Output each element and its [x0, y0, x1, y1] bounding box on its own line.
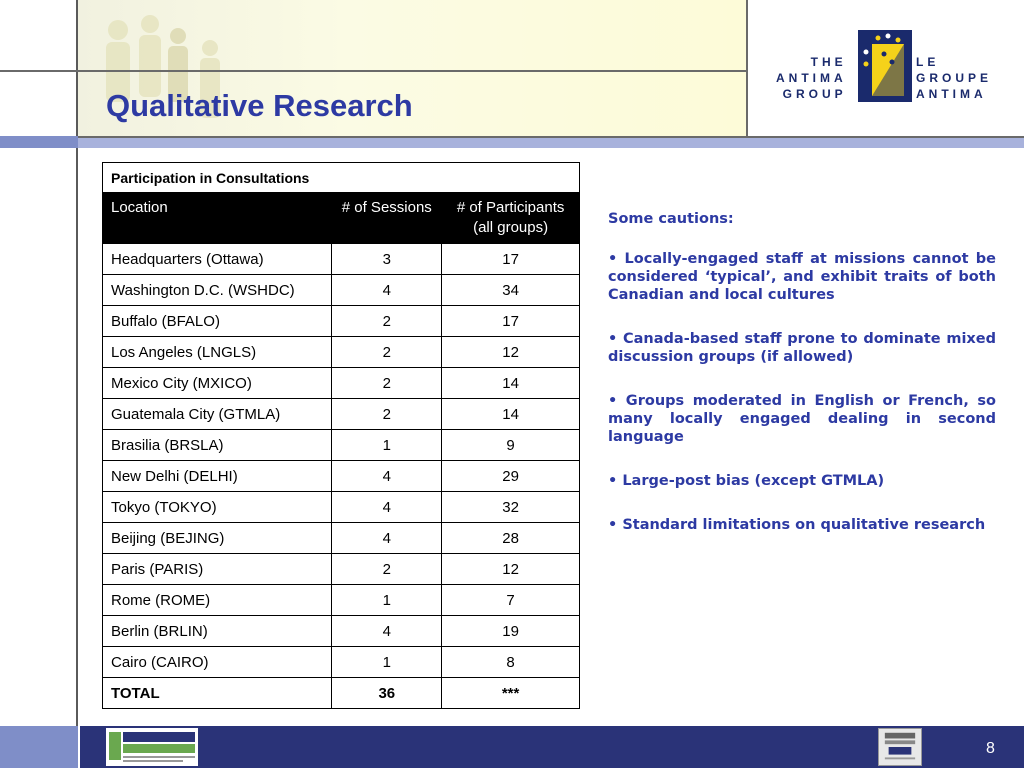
table-row — [103, 244, 580, 275]
cell-location: New Delhi (DELHI) — [103, 461, 332, 492]
caution-item: • Canada-based staff prone to dominate mixed discussion groups (if allowed) — [608, 331, 996, 365]
header-title-area — [78, 0, 748, 136]
cell-sessions: 4 — [332, 492, 442, 523]
cautions-panel — [608, 210, 996, 560]
mria-logo — [106, 728, 198, 766]
left-sidebar-strip — [0, 136, 78, 148]
cell-location: Headquarters (Ottawa) — [103, 244, 332, 275]
table-row — [103, 368, 580, 399]
cell-participants: 9 — [442, 430, 580, 461]
caution-item: • Large-post bias (except GTMLA) — [608, 473, 885, 489]
cell-location: Berlin (BRLIN) — [103, 616, 332, 647]
table-row — [103, 461, 580, 492]
table-row — [103, 337, 580, 368]
table-total-row — [103, 678, 580, 709]
page-number: 8 — [986, 740, 995, 757]
cell-location: Rome (ROME) — [103, 585, 332, 616]
cell-participants: 17 — [442, 306, 580, 337]
cautions-heading: Some cautions: — [608, 211, 734, 227]
cell-participants: 34 — [442, 275, 580, 306]
table-row — [103, 523, 580, 554]
cell-sessions: 2 — [332, 306, 442, 337]
cell-sessions: 2 — [332, 399, 442, 430]
column-header-sessions: # of Sessions — [332, 193, 442, 244]
table-row — [103, 275, 580, 306]
cell-location: Washington D.C. (WSHDC) — [103, 275, 332, 306]
column-header-location: Location — [103, 193, 332, 244]
cell-sessions: 4 — [332, 275, 442, 306]
table-row — [103, 616, 580, 647]
cell-participants: 8 — [442, 647, 580, 678]
cell-sessions: 3 — [332, 244, 442, 275]
cell-location: Beijing (BEJING) — [103, 523, 332, 554]
table-row — [103, 399, 580, 430]
antima-logo-mark-icon — [858, 30, 912, 102]
cell-participants: 29 — [442, 461, 580, 492]
column-header-participants: # of Participants (all groups) — [442, 193, 580, 244]
total-label: TOTAL — [103, 678, 332, 709]
table-row — [103, 306, 580, 337]
cell-location: Cairo (CAIRO) — [103, 647, 332, 678]
cell-sessions: 2 — [332, 337, 442, 368]
total-participants: *** — [442, 678, 580, 709]
table-body — [103, 244, 580, 709]
cell-location: Guatemala City (GTMLA) — [103, 399, 332, 430]
caution-item: • Locally-engaged staff at missions cannot be considered ‘typical’, and exhibit traits of both Canadian and local cultures — [608, 251, 996, 303]
caution-item: • Standard limitations on qualitative research — [608, 517, 986, 533]
cell-participants: 28 — [442, 523, 580, 554]
header-strip — [78, 136, 1024, 148]
cell-participants: 14 — [442, 368, 580, 399]
logo-text-english: THE ANTIMA GROUP — [776, 55, 847, 101]
cell-sessions: 4 — [332, 523, 442, 554]
cell-location: Mexico City (MXICO) — [103, 368, 332, 399]
total-sessions: 36 — [332, 678, 442, 709]
left-sidebar-footer-band — [0, 726, 78, 768]
logo-text-french: LE GROUPE ANTIMA — [916, 55, 993, 101]
cell-participants: 17 — [442, 244, 580, 275]
cell-location: Tokyo (TOKYO) — [103, 492, 332, 523]
antima-logo — [750, 0, 1024, 136]
cell-location: Buffalo (BFALO) — [103, 306, 332, 337]
cell-sessions: 1 — [332, 430, 442, 461]
consultations-table — [102, 162, 580, 709]
header-divider-line — [0, 70, 748, 72]
cell-sessions: 4 — [332, 461, 442, 492]
table-row — [103, 554, 580, 585]
table-row — [103, 492, 580, 523]
cell-location: Brasilia (BRSLA) — [103, 430, 332, 461]
cell-sessions: 2 — [332, 368, 442, 399]
cell-sessions: 1 — [332, 647, 442, 678]
cell-location: Paris (PARIS) — [103, 554, 332, 585]
cell-participants: 12 — [442, 554, 580, 585]
table-caption: Participation in Consultations — [103, 163, 580, 193]
cell-participants: 32 — [442, 492, 580, 523]
page-title: Qualitative Research — [106, 88, 413, 123]
table-row — [103, 430, 580, 461]
cell-participants: 19 — [442, 616, 580, 647]
table-row — [103, 647, 580, 678]
cell-participants: 12 — [442, 337, 580, 368]
cell-sessions: 4 — [332, 616, 442, 647]
cell-sessions: 1 — [332, 585, 442, 616]
cell-participants: 7 — [442, 585, 580, 616]
caution-item: • Groups moderated in English or French, so many locally engaged dealing in second language — [608, 393, 996, 445]
left-sidebar — [0, 0, 78, 768]
corporate-member-badge — [878, 728, 922, 766]
table-row — [103, 585, 580, 616]
cell-location: Los Angeles (LNGLS) — [103, 337, 332, 368]
cell-participants: 14 — [442, 399, 580, 430]
footer-bar — [80, 726, 1024, 768]
cell-sessions: 2 — [332, 554, 442, 585]
